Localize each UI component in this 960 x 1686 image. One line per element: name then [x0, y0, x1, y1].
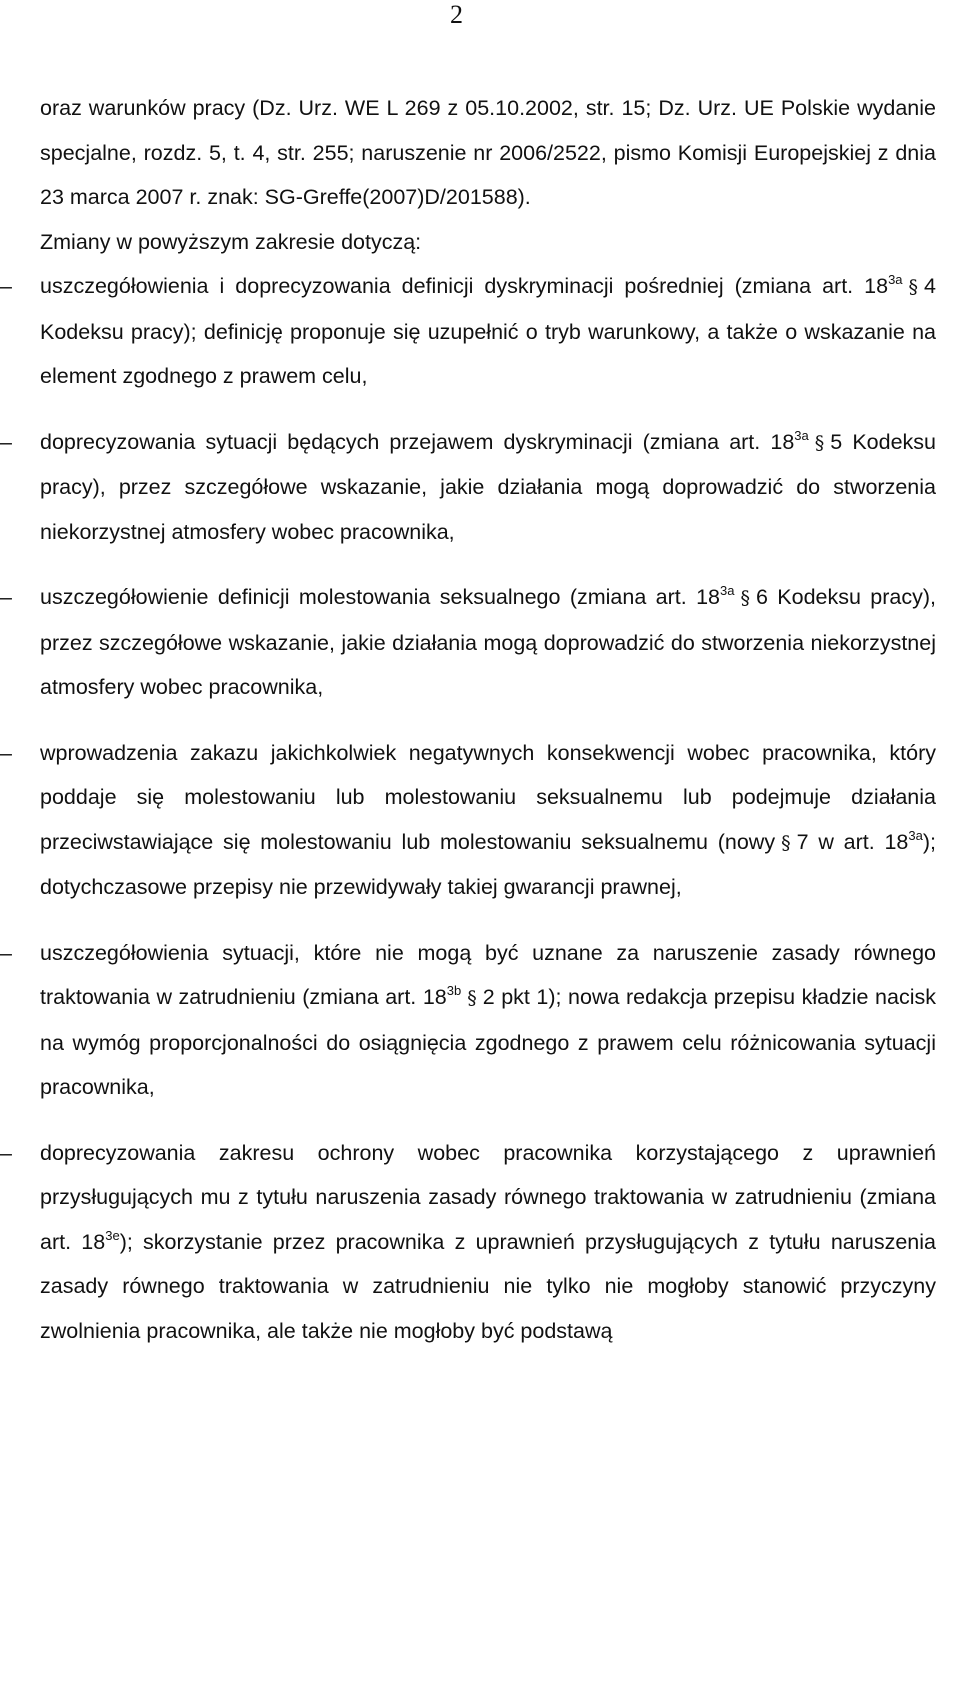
- section-sign: §: [467, 987, 477, 1009]
- list-item: – uszczegółowienia i doprecyzowania definicji dyskryminacji pośredniej (zmiana art. $18^{3a}$ § 4 Kodeksu pracy); definicję proponuje się uzupełnić o tryb warunkowy, a także o wskazanie na element zgodnego z prawem celu,: [40, 264, 936, 399]
- superscript: 3b: [446, 983, 462, 998]
- list-item: – uszczegółowienie definicji molestowania seksualnego (zmiana art. $18^{3a}$ § 6 Kodeksu pracy), przez szczegółowe wskazanie, jakie działania mogą doprowadzić do stworzenia niekorzystnej atmosfery wobec pracownika,: [40, 575, 936, 710]
- superscript: 3e: [105, 1227, 120, 1243]
- dash-bullet: –: [0, 585, 12, 609]
- changes-list: [0, 264, 937, 1353]
- document-body: [0, 86, 937, 1353]
- section-sign: §: [814, 431, 825, 454]
- page-number: 2: [450, 0, 463, 29]
- list-item: – doprecyzowania sytuacji będących przejawem dyskryminacji (zmiana art. $18^{3a}$ § 5 Kodeksu pracy), przez szczegółowe wskazanie, jakie działania mogą doprowadzić do stworzenia niekorzystnej atmosfery wobec pracownika,: [40, 420, 936, 555]
- dash-bullet: –: [0, 1140, 12, 1165]
- section-sign: §: [908, 276, 919, 298]
- superscript: 3a: [794, 427, 809, 443]
- dash-bullet: –: [0, 274, 12, 298]
- list-item: – doprecyzowania zakresu ochrony wobec pracownika korzystającego z uprawnień przysługujących mu z tytułu naruszenia zasady równego traktowania w zatrudnieniu (zmiana art. $18^{3e}$); skorzystanie przez pracownika z uprawnień przysługujących z tytułu naruszenia zasady równego traktowania w zatrudnieniu nie tylko nie mogłoby stanowić przyczyny zwolnienia pracownika, ale także nie mogłoby być podstawą: [40, 1131, 936, 1354]
- dash-bullet: –: [0, 740, 12, 765]
- dash-bullet: –: [0, 429, 12, 454]
- superscript: 3a: [908, 827, 923, 843]
- section-sign: §: [781, 831, 791, 854]
- reference-paragraph: oraz warunków pracy (Dz. Urz. WE L 269 z 05.10.2002, str. 15; Dz. Urz. UE Polskie wydanie specjalne, rozdz. 5, t. 4, str. 255; naruszenie nr 2006/2522, pismo Komisji Europejskiej z dnia 23 marca 2007 r. znak: SG-Greffe(2007)D/201588).: [40, 96, 936, 209]
- superscript: 3a: [719, 583, 735, 598]
- list-item: – wprowadzenia zakazu jakichkolwiek negatywnych konsekwencji wobec pracownika, który poddaje się molestowaniu lub molestowaniu seksualnemu lub podejmuje działania przeciwstawiające się molestowaniu lub molestowaniu seksualnemu (nowy § 7 w art. $18^{3a}$); dotychczasowe przepisy nie przewidywały takiej gwarancji prawnej,: [40, 731, 936, 910]
- intro-line: Zmiany w powyższym zakresie dotyczą:: [40, 229, 422, 254]
- superscript: 3a: [888, 272, 903, 287]
- list-item: – uszczegółowienia sytuacji, które nie mogą być uznane za naruszenie zasady równego traktowania w zatrudnieniu (zmiana art. $18^{3b}$ § 2 pkt 1); nowa redakcja przepisu kładzie nacisk na wymóg proporcjonalności do osiągnięcia zgodnego z prawem celu różnicowania sytuacji pracownika,: [40, 931, 936, 1110]
- dash-bullet: –: [0, 940, 12, 965]
- section-sign: §: [740, 587, 750, 609]
